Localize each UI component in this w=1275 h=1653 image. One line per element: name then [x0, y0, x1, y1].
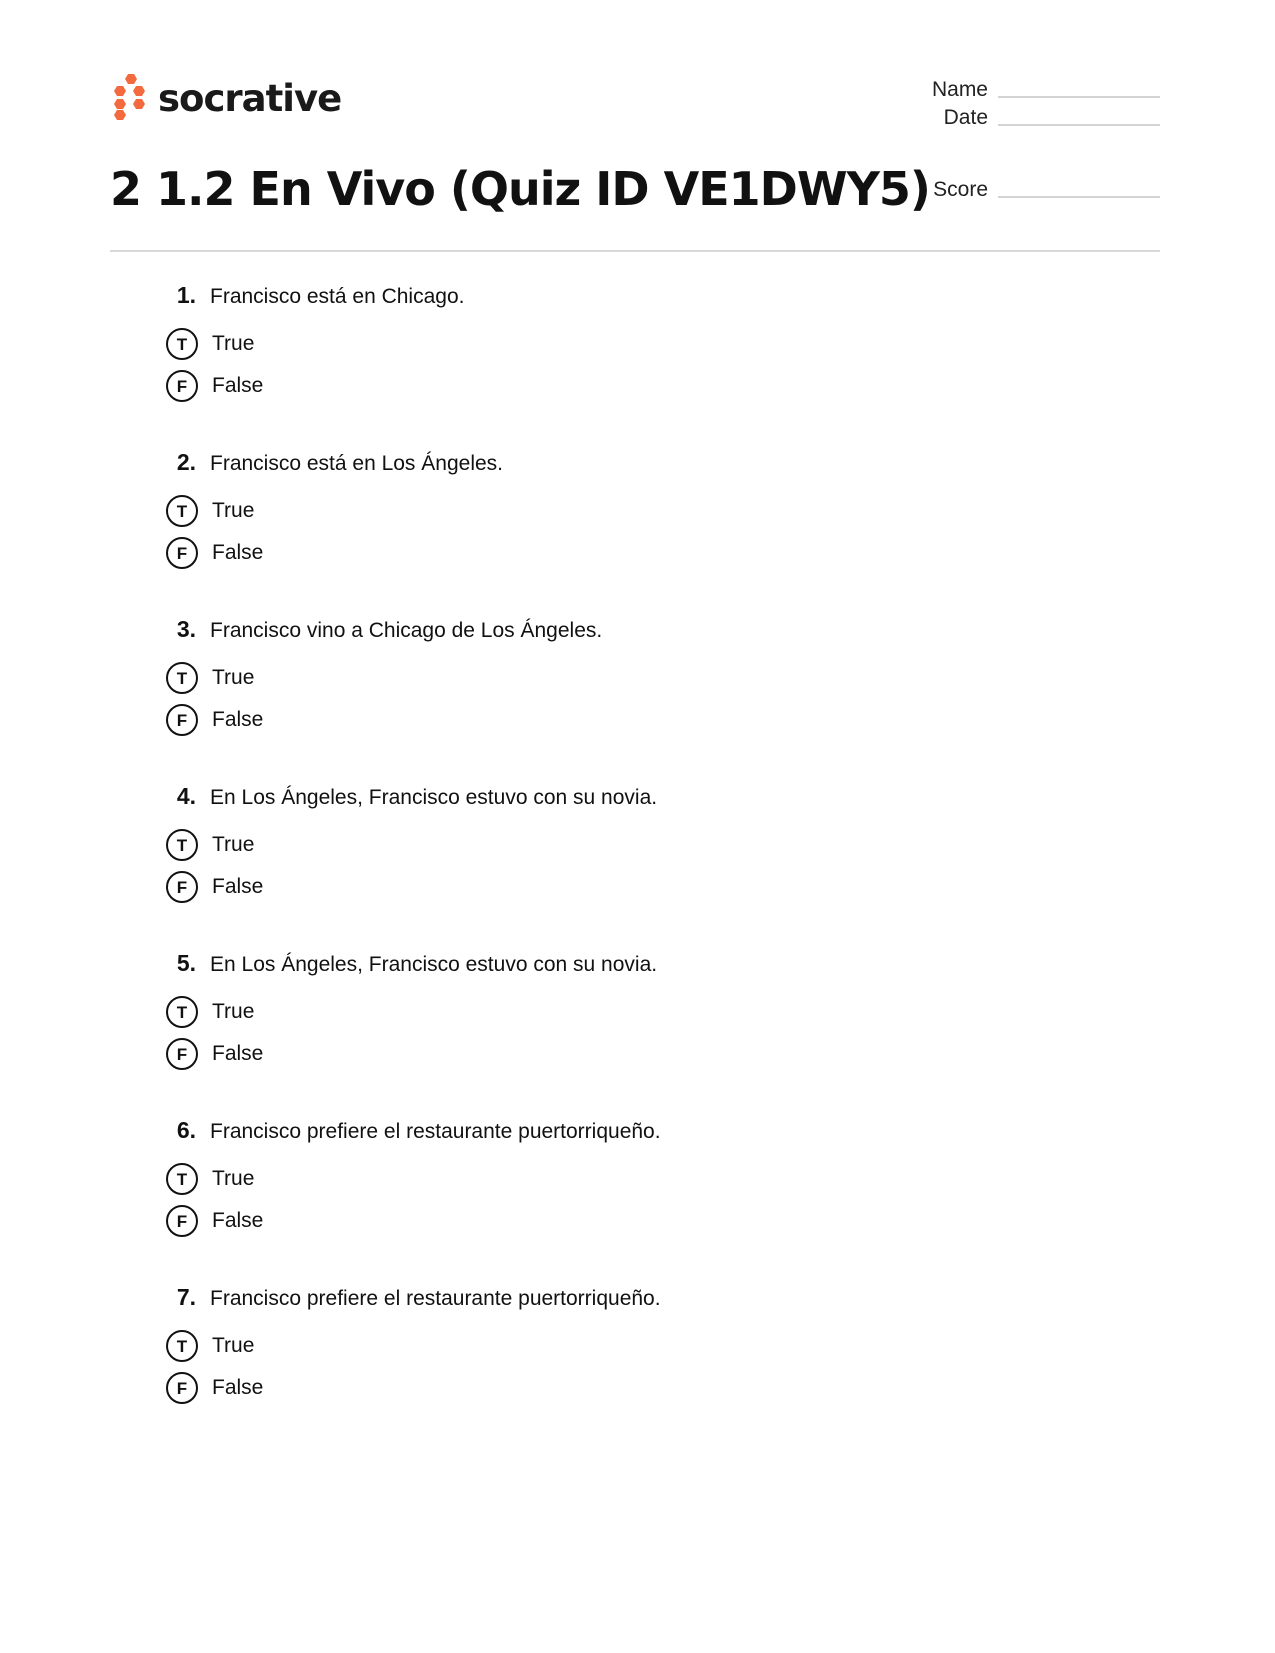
choice-true[interactable] — [160, 1163, 1060, 1195]
question-text: Francisco prefiere el restaurante puertorriqueño. — [210, 1287, 661, 1310]
quiz-title: 2 1.2 En Vivo (Quiz ID VE1DWY5) — [110, 162, 930, 216]
choice-label: False — [212, 875, 264, 898]
date-field[interactable] — [880, 102, 1160, 134]
choice-true[interactable] — [160, 1330, 1060, 1362]
true-bubble[interactable]: T — [166, 1330, 198, 1362]
question-number: 3. — [176, 616, 196, 642]
true-bubble[interactable]: T — [166, 495, 198, 527]
question-text: En Los Ángeles, Francisco estuvo con su novia. — [210, 953, 658, 976]
true-bubble[interactable]: T — [166, 1163, 198, 1195]
choice-true[interactable] — [160, 328, 1060, 360]
score-field[interactable] — [880, 174, 1160, 206]
socrative-logo — [110, 72, 341, 124]
choice-false[interactable] — [160, 704, 1060, 736]
choice-label: True — [212, 499, 255, 522]
question — [160, 1284, 1060, 1404]
choice-false[interactable] — [160, 537, 1060, 569]
question-text: Francisco está en Chicago. — [210, 285, 465, 308]
choice-label: True — [212, 332, 255, 355]
choice-false[interactable] — [160, 370, 1060, 402]
choice-label: False — [212, 1042, 264, 1065]
choice-label: False — [212, 708, 264, 731]
choice-label: True — [212, 1167, 255, 1190]
date-label: Date — [943, 106, 988, 129]
false-bubble[interactable]: F — [166, 704, 198, 736]
choice-label: True — [212, 666, 255, 689]
false-bubble[interactable]: F — [166, 1038, 198, 1070]
question — [160, 282, 1060, 402]
question-number: 4. — [176, 783, 196, 809]
choice-false[interactable] — [160, 871, 1060, 903]
score-line[interactable] — [998, 196, 1160, 198]
question-text: En Los Ángeles, Francisco estuvo con su novia. — [210, 786, 658, 809]
choice-label: True — [212, 833, 255, 856]
choice-false[interactable] — [160, 1205, 1060, 1237]
question-number: 7. — [176, 1284, 196, 1310]
false-bubble[interactable]: F — [166, 1205, 198, 1237]
question — [160, 950, 1060, 1070]
true-bubble[interactable]: T — [166, 328, 198, 360]
question — [160, 783, 1060, 903]
question — [160, 1117, 1060, 1237]
choice-label: True — [212, 1334, 255, 1357]
false-bubble[interactable]: F — [166, 1372, 198, 1404]
choice-false[interactable] — [160, 1038, 1060, 1070]
false-bubble[interactable]: F — [166, 370, 198, 402]
choice-true[interactable] — [160, 495, 1060, 527]
true-bubble[interactable]: T — [166, 662, 198, 694]
question-text: Francisco prefiere el restaurante puertorriqueño. — [210, 1120, 661, 1143]
socrative-logo-icon — [110, 72, 150, 124]
date-line[interactable] — [998, 124, 1160, 126]
question-number: 2. — [176, 449, 196, 475]
choice-true[interactable] — [160, 662, 1060, 694]
false-bubble[interactable]: F — [166, 537, 198, 569]
choice-true[interactable] — [160, 996, 1060, 1028]
score-label: Score — [933, 178, 988, 201]
choice-false[interactable] — [160, 1372, 1060, 1404]
true-bubble[interactable]: T — [166, 996, 198, 1028]
question — [160, 449, 1060, 569]
choice-label: False — [212, 541, 264, 564]
choice-label: False — [212, 374, 264, 397]
choice-true[interactable] — [160, 829, 1060, 861]
question-text: Francisco vino a Chicago de Los Ángeles. — [210, 619, 603, 642]
question-number: 6. — [176, 1117, 196, 1143]
choice-label: False — [212, 1209, 264, 1232]
true-bubble[interactable]: T — [166, 829, 198, 861]
false-bubble[interactable]: F — [166, 871, 198, 903]
question-text: Francisco está en Los Ángeles. — [210, 452, 503, 475]
name-line[interactable] — [998, 96, 1160, 98]
choice-label: False — [212, 1376, 264, 1399]
header-divider — [110, 250, 1160, 252]
name-label: Name — [931, 78, 988, 101]
logo-wordmark: socrative — [158, 76, 342, 120]
question-number: 1. — [176, 282, 196, 308]
question — [160, 616, 1060, 736]
choice-label: True — [212, 1000, 255, 1023]
question-number: 5. — [176, 950, 196, 976]
